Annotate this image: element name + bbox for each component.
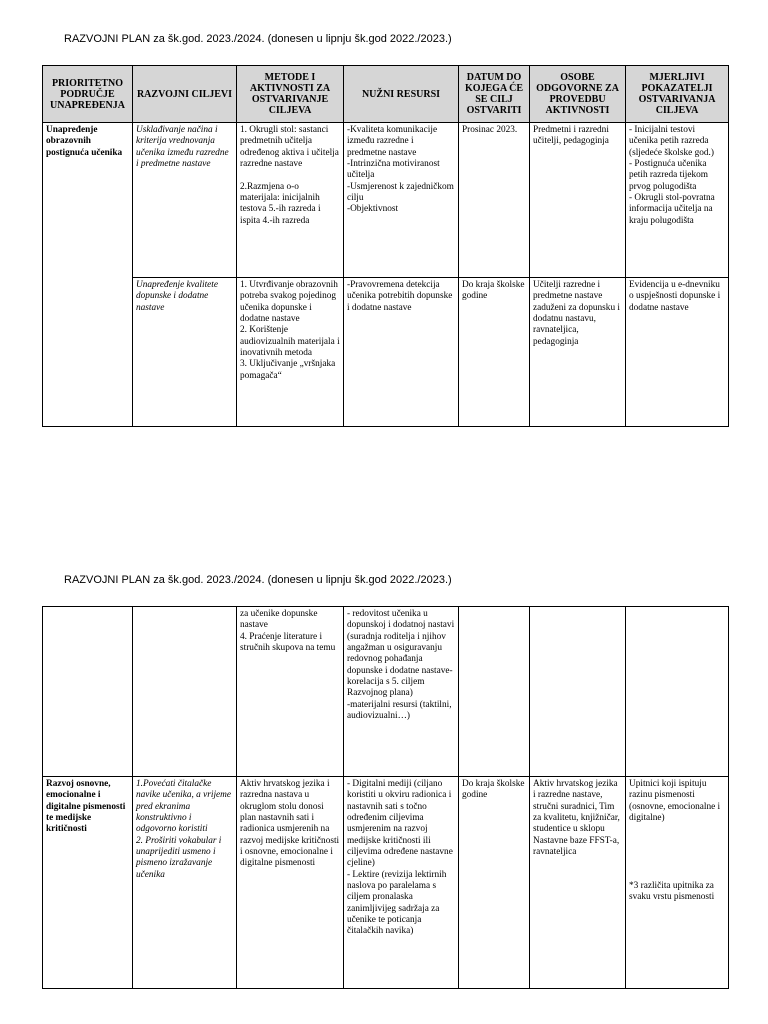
indicators-cell: Upitnici koji ispituju razinu pismenosti (osnovne, emocionalne i digitalne) *3 različita upitnika za svaku vrstu pismenosti	[626, 777, 729, 989]
resources-cell: -Kvaliteta komunikacije između razredne i predmetne nastave -Intrinzična motiviranost učitelja -Usmjerenost k zajedničkom cilju -Objektivnost	[344, 123, 459, 278]
header-priority-area: PRIORITETNO PODRUČJE UNAPREĐENJA	[43, 66, 133, 123]
header-indicators: MJERLJIVI POKAZATELJI OSTVARIVANJA CILJEVA	[626, 66, 729, 123]
indicators-cell: - Inicijalni testovi učenika petih razreda (sljedeće školske god.) - Postignuća učenika petih razreda tijekom prvog polugodišta - Okrugli stol-povratna informacija učitelja na kraju polugodišta	[626, 123, 729, 278]
resources-cell: - Digitalni mediji (ciljano koristiti u okviru radionica i nastavnih sati s točno određenim ciljevima usmjerenim na razvoj medijske kritičnosti ili ciljevima određene nastavne cjeline) - Lektire (revizija lektirnih naslova po paralelama s ciljem pronalaska zanimljivijeg sadržaja za učenike te poticanja čitalačkih navika)	[344, 777, 459, 989]
goal-cell	[133, 607, 237, 777]
table-row	[43, 607, 729, 777]
responsible-cell: Predmetni i razredni učitelji, pedagoginja	[530, 123, 626, 278]
header-methods: METODE I AKTIVNOSTI ZA OSTVARIVANJE CILJEVA	[237, 66, 344, 123]
responsible-cell	[530, 607, 626, 777]
priority-area-cell: Unapređenje obrazovnih postignuća učenika	[43, 123, 133, 427]
development-plan-table-continued	[42, 606, 729, 989]
methods-cell: Aktiv hrvatskog jezika i razredna nastava u okruglom stolu donosi plan nastavnih sati i radionica usmjerenih na razvoj medijske kritičnosti i osnovne, emocionalne i digitalne pismenosti	[237, 777, 344, 989]
header-development-goals: RAZVOJNI CILJEVI	[133, 66, 237, 123]
deadline-cell	[459, 607, 530, 777]
header-responsible-persons: OSOBE ODGOVORNE ZA PROVEDBU AKTIVNOSTI	[530, 66, 626, 123]
goal-cell: Unapređenje kvalitete dopunske i dodatne nastave	[133, 278, 237, 427]
deadline-cell: Do kraja školske godine	[459, 777, 530, 989]
priority-area-cell	[43, 607, 133, 777]
header-resources: NUŽNI RESURSI	[344, 66, 459, 123]
deadline-cell: Prosinac 2023.	[459, 123, 530, 278]
deadline-cell: Do kraja školske godine	[459, 278, 530, 427]
table-row	[43, 278, 729, 427]
resources-cell: - redovitost učenika u dopunskoj i dodatnoj nastavi (suradnja roditelja i njihov angažman u osiguravanju redovnog pohađanja dopunske i dodatne nastave-korelacija s 5. ciljem Razvojnog plana) -materijalni resursi (taktilni, audiovizualni…)	[344, 607, 459, 777]
goal-cell: 1.Povećati čitalačke navike učenika, a vrijeme pred ekranima konstruktivno i odgovorno koristiti 2. Proširiti vokabular i unaprijediti usmeno i pismeno izražavanje učenika	[133, 777, 237, 989]
header-deadline: DATUM DO KOJEGA ĆE SE CILJ OSTVARITI	[459, 66, 530, 123]
indicators-cell	[626, 607, 729, 777]
priority-area-cell: Razvoj osnovne, emocionalne i digitalne pismenosti te medijske kritičnosti	[43, 777, 133, 989]
goal-cell: Usklađivanje načina i kriterija vrednovanja učenika između razredne i predmetne nastave	[133, 123, 237, 278]
table-row	[43, 123, 729, 278]
responsible-cell: Učitelji razredne i predmetne nastave zaduženi za dopunsku i dodatnu nastavu, ravnateljica, pedagoginja	[530, 278, 626, 427]
responsible-cell: Aktiv hrvatskog jezika i razredne nastave, stručni suradnici, Tim za kvalitetu, knjižničar, studentice u sklopu Nastavne baze FFST-a, ravnateljica	[530, 777, 626, 989]
table-header-row	[43, 66, 729, 123]
page-title: RAZVOJNI PLAN za šk.god. 2023./2024. (donesen u lipnju šk.god 2022./2023.)	[64, 33, 452, 45]
methods-cell: za učenike dopunske nastave 4. Praćenje literature i stručnih skupova na temu	[237, 607, 344, 777]
table-row	[43, 777, 729, 989]
resources-cell: -Pravovremena detekcija učenika potrebitih dopunske i dodatne nastave	[344, 278, 459, 427]
indicators-cell: Evidencija u e-dnevniku o uspješnosti dopunske i dodatne nastave	[626, 278, 729, 427]
methods-cell: 1. Okrugli stol: sastanci predmetnih učitelja određenog aktiva i učitelja razredne nastave 2.Razmjena o-o materijala: inicijalnih testova 5.-ih razreda i ispita 4.-ih razreda	[237, 123, 344, 278]
development-plan-table	[42, 65, 729, 427]
page-title: RAZVOJNI PLAN za šk.god. 2023./2024. (donesen u lipnju šk.god 2022./2023.)	[64, 574, 452, 586]
methods-cell: 1. Utvrđivanje obrazovnih potreba svakog pojedinog učenika dopunske i dodatne nastave 2. Korištenje audiovizualnih materijala i inovativnih metoda 3. Uključivanje „vršnjaka pomagača“	[237, 278, 344, 427]
